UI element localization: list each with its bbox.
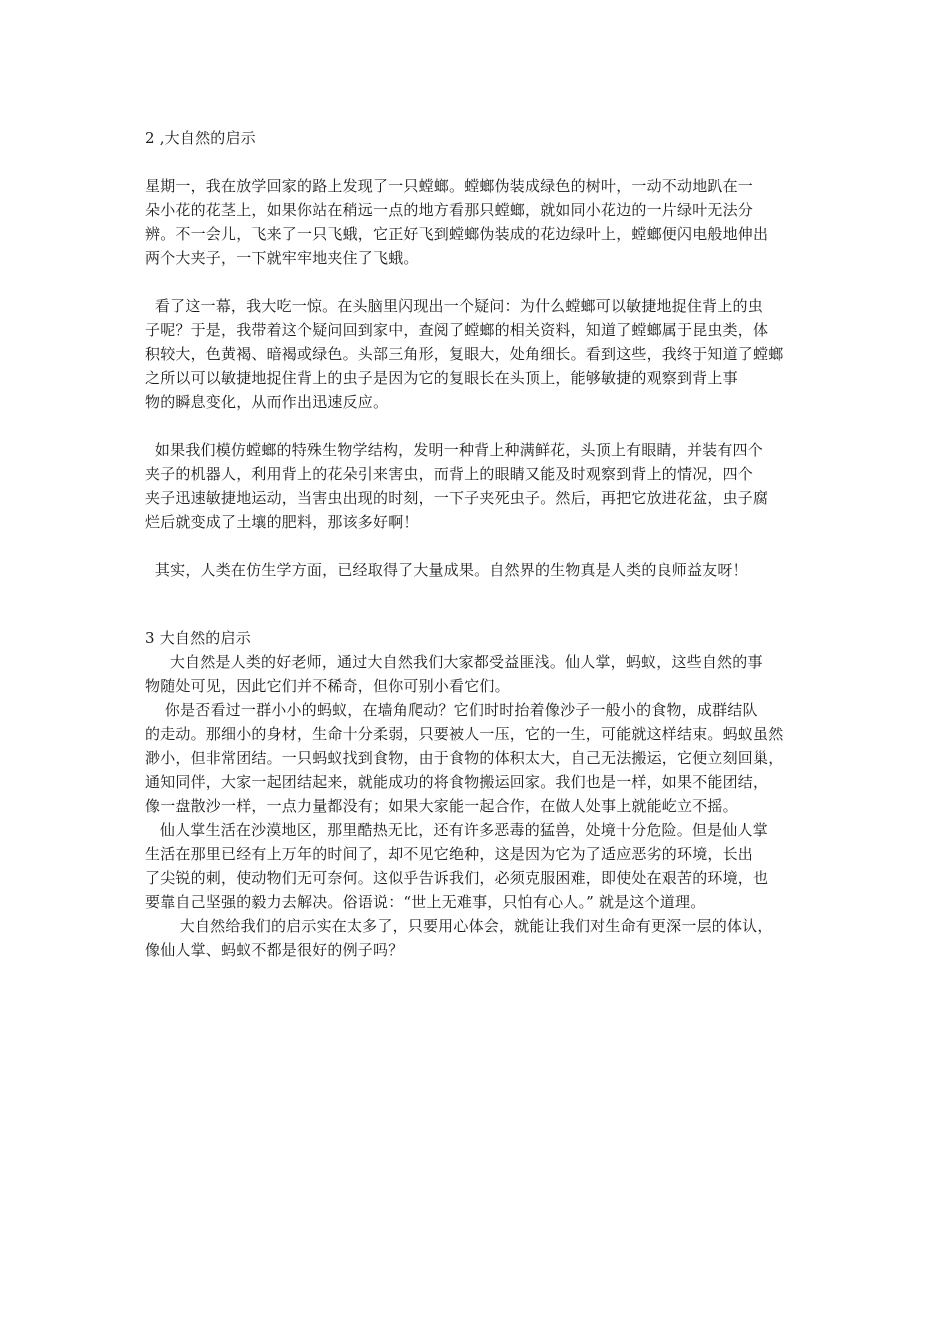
paragraph-line: 像一盘散沙一样，一点力量都没有；如果大家能一起合作，在做人处事上就能屹立不摇。 — [145, 797, 738, 815]
paragraph-line: 子呢？于是，我带着这个疑问回到家中，查阅了螳螂的相关资料，知道了螳螂属于昆虫类，体 — [145, 321, 769, 339]
paragraph-line: 了尖锐的刺，使动物们无可奈何。这似乎告诉我们，必须克服困难，即使处在艰苦的环境，也 — [145, 869, 769, 887]
paragraph-line: 通知同伴，大家一起团结起来，就能成功的将食物搬运回家。我们也是一样，如果不能团结， — [145, 773, 769, 791]
paragraph-line: 星期一，我在放学回家的路上发现了一只螳螂。螳螂伪装成绿色的树叶，一动不动地趴在一 — [145, 177, 754, 195]
paragraph-line: 之所以可以敏捷地捉住背上的虫子是因为它的复眼长在头顶上，能够敏捷的观察到背上事 — [145, 369, 738, 387]
essay2-paragraph-3 — [145, 438, 815, 534]
paragraph-line: 大自然给我们的启示实在太多了，只要用心体会，就能让我们对生命有更深一层的体认， — [145, 917, 773, 935]
paragraph-line: 夹子的机器人，利用背上的花朵引来害虫，而背上的眼睛又能及时观察到背上的情况，四个 — [145, 465, 754, 483]
paragraph-line: 像仙人掌、蚂蚁不都是很好的例子吗？ — [145, 941, 404, 959]
essay3-body — [145, 650, 815, 962]
paragraph-line: 朵小花的花茎上，如果你站在稍远一点的地方看那只螳螂，就如同小花边的一片绿叶无法分 — [145, 201, 754, 219]
essay3-title: 3 大自然的启示 — [145, 629, 251, 647]
paragraph-line: 渺小，但非常团结。一只蚂蚁找到食物，由于食物的体积太大，自己无法搬运，它便立刻回巢， — [145, 749, 784, 767]
paragraph-line: 如果我们模仿螳螂的特殊生物学结构，发明一种背上种满鲜花，头顶上有眼睛，并装有四个 — [145, 441, 763, 459]
essay2-title: 2 ,大自然的启示 — [145, 129, 256, 147]
paragraph-line: 的走动。那细小的身材，生命十分柔弱，只要被人一压，它的一生，可能就这样结束。蚂蚁虽然 — [145, 725, 784, 743]
paragraph-line: 夹子迅速敏捷地运动，当害虫出现的时刻，一下子夹死虫子。然后，再把它放进花盆，虫子腐 — [145, 489, 769, 507]
document-page — [145, 120, 815, 962]
paragraph-line: 烂后就变成了土壤的肥料，那该多好啊！ — [145, 513, 419, 531]
paragraph-line: 物随处可见，因此它们并不稀奇，但你可别小看它们。 — [145, 677, 510, 695]
paragraph-line: 积较大，色黄褐、暗褐或绿色。头部三角形，复眼大，处角细长。看到这些，我终于知道了螳螂 — [145, 345, 784, 363]
paragraph-line: 看了这一幕，我大吃一惊。在头脑里闪现出一个疑问：为什么螳螂可以敏捷地捉住背上的虫 — [145, 297, 763, 315]
paragraph-line: 你是否看过一群小小的蚂蚁，在墙角爬动？它们时时抬着像沙子一般小的食物，成群结队 — [145, 701, 758, 719]
paragraph-line: 辨。不一会儿，飞来了一只飞蛾，它正好飞到螳螂伪装成的花边绿叶上，螳螂便闪电般地伸出 — [145, 225, 769, 243]
essay2-paragraph-2 — [145, 294, 815, 414]
essay2-paragraph-4 — [145, 558, 815, 582]
paragraph-line: 物的瞬息变化，从而作出迅速反应。 — [145, 393, 389, 411]
essay2-paragraph-1 — [145, 174, 815, 270]
paragraph-line: 仙人掌生活在沙漠地区，那里酷热无比，还有许多恶毒的猛兽，处境十分危险。但是仙人掌 — [145, 821, 768, 839]
paragraph-line: 两个大夹子，一下就牢牢地夹住了飞蛾。 — [145, 249, 419, 267]
paragraph-line: 其实，人类在仿生学方面，已经取得了大量成果。自然界的生物真是人类的良师益友呀！ — [145, 561, 748, 579]
paragraph-line: 生活在那里已经有上万年的时间了，却不见它绝种，这是因为它为了适应恶劣的环境，长出 — [145, 845, 754, 863]
paragraph-line: 要靠自己坚强的毅力去解决。俗语说：“世上无难事，只怕有心人。” 就是这个道理。 — [145, 893, 706, 911]
paragraph-line: 大自然是人类的好老师，通过大自然我们大家都受益匪浅。仙人掌，蚂蚁，这些自然的事 — [145, 653, 763, 671]
